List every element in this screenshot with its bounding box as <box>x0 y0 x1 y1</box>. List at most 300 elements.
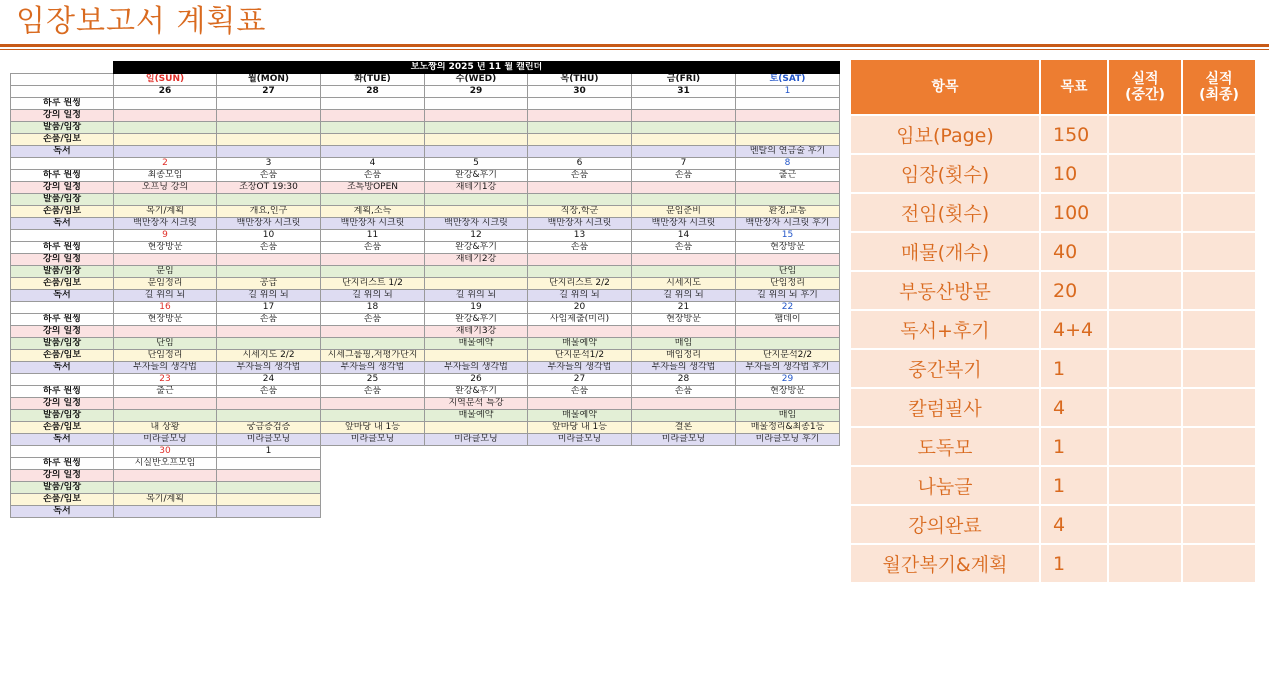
goal-mid-result <box>1108 505 1182 544</box>
empty-slot <box>528 494 632 506</box>
activity-cell <box>528 98 632 110</box>
activity-cell: 매물예약 <box>425 410 528 422</box>
date-cell: 28 <box>321 86 425 98</box>
activity-cell <box>217 410 321 422</box>
activity-cell <box>736 182 840 194</box>
activity-row <box>11 278 840 290</box>
goal-target: 1 <box>1040 349 1108 388</box>
activity-row <box>11 494 840 506</box>
empty-slot <box>632 482 736 494</box>
empty-slot <box>736 482 840 494</box>
activity-cell: 출근 <box>736 170 840 182</box>
activity-cell: 현장방문 <box>736 242 840 254</box>
goal-row <box>850 310 1256 349</box>
goal-final-result <box>1182 193 1256 232</box>
activity-cell <box>217 194 321 206</box>
activity-cell: 부자들의 생각법 <box>321 362 425 374</box>
activity-cell <box>632 98 736 110</box>
activity-row-label: 발품/임장 <box>11 194 114 206</box>
activity-cell: 단지리스트 2/2 <box>528 278 632 290</box>
activity-cell <box>632 182 736 194</box>
activity-cell: 미라클모닝 <box>114 434 217 446</box>
activity-cell <box>736 398 840 410</box>
date-cell: 22 <box>736 302 840 314</box>
goals-header-item: 항목 <box>850 59 1040 115</box>
activity-row-label: 강의 일정 <box>11 254 114 266</box>
date-cell: 3 <box>217 158 321 170</box>
activity-cell: 길 위의 뇌 <box>114 290 217 302</box>
empty-slot <box>632 494 736 506</box>
goal-mid-result <box>1108 232 1182 271</box>
activity-cell <box>321 110 425 122</box>
activity-cell: 단지리스트 1/2 <box>321 278 425 290</box>
empty-slot <box>736 470 840 482</box>
goal-row <box>850 466 1256 505</box>
goal-row <box>850 349 1256 388</box>
goal-row <box>850 271 1256 310</box>
activity-cell: 매물예약 <box>528 338 632 350</box>
activity-cell <box>114 470 217 482</box>
activity-cell <box>321 194 425 206</box>
goal-target: 10 <box>1040 154 1108 193</box>
activity-cell: 재테기1강 <box>425 182 528 194</box>
date-cell: 8 <box>736 158 840 170</box>
goal-item: 매물(개수) <box>850 232 1040 271</box>
activity-row <box>11 410 840 422</box>
goals-table <box>849 58 1257 584</box>
week-date-row <box>11 374 840 386</box>
activity-cell <box>528 194 632 206</box>
activity-cell <box>217 134 321 146</box>
empty-slot <box>321 446 425 458</box>
activity-row <box>11 170 840 182</box>
activity-cell: 완강&후기 <box>425 170 528 182</box>
activity-cell <box>217 326 321 338</box>
page-title: 임장보고서 계획표 <box>16 4 267 39</box>
goal-mid-result <box>1108 388 1182 427</box>
activity-cell: 개요,인구 <box>217 206 321 218</box>
activity-cell <box>114 134 217 146</box>
day-of-week-header: 금(FRI) <box>632 74 736 86</box>
date-cell: 4 <box>321 158 425 170</box>
empty-slot <box>736 506 840 518</box>
goal-target: 1 <box>1040 427 1108 466</box>
activity-cell: 출근 <box>114 386 217 398</box>
activity-cell <box>425 146 528 158</box>
goal-item: 중간복기 <box>850 349 1040 388</box>
activity-cell <box>321 338 425 350</box>
activity-cell <box>114 326 217 338</box>
activity-row-label: 강의 일정 <box>11 326 114 338</box>
activity-cell <box>114 194 217 206</box>
activity-row <box>11 362 840 374</box>
calendar-title-row <box>11 62 840 74</box>
activity-cell: 손품 <box>217 170 321 182</box>
activity-cell: 오프닝 강의 <box>114 182 217 194</box>
activity-cell: 길 위의 뇌 <box>528 290 632 302</box>
date-cell: 28 <box>632 374 736 386</box>
activity-row-label: 강의 일정 <box>11 110 114 122</box>
empty-slot <box>425 494 528 506</box>
goal-mid-result <box>1108 271 1182 310</box>
activity-cell <box>217 110 321 122</box>
activity-cell: 단지분석2/2 <box>736 350 840 362</box>
activity-row <box>11 290 840 302</box>
date-cell: 26 <box>114 86 217 98</box>
activity-row-label: 하루 원씽 <box>11 98 114 110</box>
activity-cell: 부자들의 생각법 <box>217 362 321 374</box>
date-cell: 27 <box>528 374 632 386</box>
activity-cell: 사임제출(미리) <box>528 314 632 326</box>
date-cell: 25 <box>321 374 425 386</box>
activity-cell <box>528 146 632 158</box>
goal-item: 임장(횟수) <box>850 154 1040 193</box>
week-date-row <box>11 230 840 242</box>
activity-cell: 백만장자 시크릿 후기 <box>736 218 840 230</box>
empty-slot <box>736 446 840 458</box>
activity-row <box>11 338 840 350</box>
activity-cell <box>528 266 632 278</box>
calendar-corner <box>11 62 114 74</box>
activity-cell <box>321 398 425 410</box>
activity-row-label: 하루 원씽 <box>11 386 114 398</box>
activity-cell <box>114 398 217 410</box>
activity-cell: 현장방문 <box>632 314 736 326</box>
empty-slot <box>528 506 632 518</box>
goal-row <box>850 544 1256 583</box>
activity-cell <box>632 134 736 146</box>
activity-cell <box>528 110 632 122</box>
date-cell: 10 <box>217 230 321 242</box>
date-cell: 29 <box>736 374 840 386</box>
activity-cell: 손품 <box>528 170 632 182</box>
goal-item: 전임(횟수) <box>850 193 1040 232</box>
activity-cell <box>217 122 321 134</box>
goal-item: 월간복기&계획 <box>850 544 1040 583</box>
empty-slot <box>321 458 425 470</box>
empty-slot <box>321 470 425 482</box>
activity-cell: 시세그룹핑,저평가단지 <box>321 350 425 362</box>
activity-cell: 분임준비 <box>632 206 736 218</box>
activity-cell <box>321 98 425 110</box>
activity-cell: 직장,학군 <box>528 206 632 218</box>
activity-row <box>11 434 840 446</box>
empty-slot <box>528 482 632 494</box>
activity-row <box>11 326 840 338</box>
activity-cell <box>632 122 736 134</box>
goal-mid-result <box>1108 310 1182 349</box>
activity-cell <box>528 326 632 338</box>
goal-target: 4 <box>1040 388 1108 427</box>
activity-cell: 분임정리 <box>114 278 217 290</box>
activity-cell: 조톡방OPEN <box>321 182 425 194</box>
goal-mid-result <box>1108 154 1182 193</box>
goal-item: 강의완료 <box>850 505 1040 544</box>
day-of-week-header: 화(TUE) <box>321 74 425 86</box>
activity-cell: 공급 <box>217 278 321 290</box>
activity-cell <box>114 98 217 110</box>
activity-cell: 앞마당 내 1등 <box>321 422 425 434</box>
activity-cell <box>217 254 321 266</box>
activity-cell <box>217 338 321 350</box>
activity-cell: 단임정리 <box>736 278 840 290</box>
activity-cell <box>425 278 528 290</box>
activity-cell <box>425 98 528 110</box>
goal-row <box>850 427 1256 466</box>
activity-cell: 부자들의 생각법 <box>528 362 632 374</box>
goal-row <box>850 388 1256 427</box>
activity-cell: 시세지도 2/2 <box>217 350 321 362</box>
activity-cell <box>632 254 736 266</box>
activity-cell: 백만장자 시크릿 <box>217 218 321 230</box>
week-date-row <box>11 158 840 170</box>
activity-cell: 환경,교통 <box>736 206 840 218</box>
title-underline-thin <box>0 49 1269 50</box>
day-of-week-header: 수(WED) <box>425 74 528 86</box>
date-cell: 26 <box>425 374 528 386</box>
activity-cell: 백만장자 시크릿 <box>425 218 528 230</box>
day-of-week-header: 월(MON) <box>217 74 321 86</box>
activity-cell <box>217 470 321 482</box>
activity-row-label: 발품/임장 <box>11 266 114 278</box>
goals-header-target: 목표 <box>1040 59 1108 115</box>
activity-cell <box>736 326 840 338</box>
activity-cell: 길 위의 뇌 <box>632 290 736 302</box>
activity-cell: 미라클모닝 <box>321 434 425 446</box>
activity-cell <box>114 506 217 518</box>
activity-cell: 미라클모닝 후기 <box>736 434 840 446</box>
activity-cell <box>528 122 632 134</box>
activity-cell: 손품 <box>321 170 425 182</box>
goal-item: 도독모 <box>850 427 1040 466</box>
activity-row-label: 발품/임장 <box>11 482 114 494</box>
goal-final-result <box>1182 232 1256 271</box>
activity-cell <box>217 494 321 506</box>
activity-cell <box>425 266 528 278</box>
activity-row <box>11 98 840 110</box>
calendar-title: 보노짱의 2025 년 11 월 캘린더 <box>114 62 840 74</box>
goal-mid-result <box>1108 349 1182 388</box>
activity-row <box>11 146 840 158</box>
goal-item: 임보(Page) <box>850 115 1040 154</box>
goal-target: 1 <box>1040 544 1108 583</box>
activity-cell <box>632 110 736 122</box>
activity-cell <box>114 110 217 122</box>
activity-row <box>11 506 840 518</box>
activity-cell: 완강&후기 <box>425 242 528 254</box>
date-cell: 16 <box>114 302 217 314</box>
activity-cell: 분임 <box>114 266 217 278</box>
activity-row-label: 독서 <box>11 290 114 302</box>
date-cell: 12 <box>425 230 528 242</box>
activity-row <box>11 398 840 410</box>
empty-slot <box>736 494 840 506</box>
date-cell: 30 <box>528 86 632 98</box>
activity-cell: 현장방문 <box>736 386 840 398</box>
activity-cell: 손품 <box>217 242 321 254</box>
empty-slot <box>321 482 425 494</box>
activity-row-label: 손품/임보 <box>11 494 114 506</box>
activity-cell <box>321 410 425 422</box>
date-row-label <box>11 158 114 170</box>
activity-cell <box>321 266 425 278</box>
week-date-row <box>11 86 840 98</box>
empty-slot <box>425 470 528 482</box>
activity-cell: 백만장자 시크릿 <box>528 218 632 230</box>
activity-cell: 손품 <box>632 386 736 398</box>
day-of-week-corner <box>11 74 114 86</box>
goal-mid-result <box>1108 544 1182 583</box>
activity-cell: 백만장자 시크릿 <box>321 218 425 230</box>
date-cell: 7 <box>632 158 736 170</box>
activity-cell: 지역분석 특강 <box>425 398 528 410</box>
activity-cell <box>736 254 840 266</box>
activity-cell: 현장방문 <box>114 242 217 254</box>
activity-row <box>11 386 840 398</box>
activity-cell <box>217 266 321 278</box>
activity-row-label: 손품/임보 <box>11 134 114 146</box>
activity-row-label: 독서 <box>11 362 114 374</box>
activity-cell <box>114 122 217 134</box>
activity-cell: 손품 <box>321 242 425 254</box>
activity-cell: 부자들의 생각법 <box>425 362 528 374</box>
activity-cell: 매물예약 <box>528 410 632 422</box>
empty-slot <box>736 458 840 470</box>
goal-item: 나눔글 <box>850 466 1040 505</box>
activity-row-label: 손품/임보 <box>11 278 114 290</box>
empty-slot <box>528 458 632 470</box>
date-cell: 21 <box>632 302 736 314</box>
activity-cell: 손품 <box>528 242 632 254</box>
activity-cell: 손품 <box>528 386 632 398</box>
goal-target: 20 <box>1040 271 1108 310</box>
goal-final-result <box>1182 388 1256 427</box>
goals-header-final: 실적 (최종) <box>1182 59 1256 115</box>
goal-mid-result <box>1108 193 1182 232</box>
activity-cell: 시실반오프모임 <box>114 458 217 470</box>
activity-row <box>11 266 840 278</box>
activity-cell: 손품 <box>321 314 425 326</box>
goal-target: 1 <box>1040 466 1108 505</box>
date-row-label <box>11 374 114 386</box>
activity-cell: 완강&후기 <box>425 314 528 326</box>
activity-cell: 완강&후기 <box>425 386 528 398</box>
activity-row-label: 강의 일정 <box>11 398 114 410</box>
activity-cell: 복기/계획 <box>114 206 217 218</box>
activity-cell: 부자들의 생각법 <box>632 362 736 374</box>
activity-row <box>11 218 840 230</box>
activity-row-label: 발품/임장 <box>11 122 114 134</box>
activity-cell: 팸데이 <box>736 314 840 326</box>
goal-row <box>850 193 1256 232</box>
activity-row-label: 손품/임보 <box>11 206 114 218</box>
date-cell: 31 <box>632 86 736 98</box>
activity-cell <box>425 422 528 434</box>
activity-row <box>11 458 840 470</box>
activity-row-label: 하루 원씽 <box>11 170 114 182</box>
activity-cell: 궁금증검증 <box>217 422 321 434</box>
goal-final-result <box>1182 115 1256 154</box>
date-cell: 13 <box>528 230 632 242</box>
activity-row-label: 하루 원씽 <box>11 458 114 470</box>
empty-slot <box>632 506 736 518</box>
activity-row-label: 손품/임보 <box>11 350 114 362</box>
activity-cell <box>425 122 528 134</box>
date-cell: 11 <box>321 230 425 242</box>
date-cell: 1 <box>736 86 840 98</box>
activity-cell: 매임 <box>736 410 840 422</box>
activity-cell <box>736 122 840 134</box>
goal-row <box>850 154 1256 193</box>
goal-item: 독서+후기 <box>850 310 1040 349</box>
date-cell: 29 <box>425 86 528 98</box>
activity-cell: 미라클모닝 <box>528 434 632 446</box>
activity-row <box>11 314 840 326</box>
date-cell: 27 <box>217 86 321 98</box>
activity-row-label: 강의 일정 <box>11 470 114 482</box>
activity-cell: 단지분석1/2 <box>528 350 632 362</box>
activity-cell <box>217 98 321 110</box>
calendar-table <box>10 61 840 518</box>
date-row-label <box>11 302 114 314</box>
date-cell: 14 <box>632 230 736 242</box>
goals-header-mid: 실적 (중간) <box>1108 59 1182 115</box>
goal-final-result <box>1182 271 1256 310</box>
activity-cell: 길 위의 뇌 <box>425 290 528 302</box>
activity-cell: 복기/계획 <box>114 494 217 506</box>
activity-row <box>11 134 840 146</box>
activity-cell: 매물예약 <box>425 338 528 350</box>
day-of-week-header: 일(SUN) <box>114 74 217 86</box>
activity-cell <box>321 122 425 134</box>
activity-cell: 길 위의 뇌 후기 <box>736 290 840 302</box>
date-cell: 9 <box>114 230 217 242</box>
goal-target: 4+4 <box>1040 310 1108 349</box>
activity-row <box>11 110 840 122</box>
goal-final-result <box>1182 310 1256 349</box>
empty-slot <box>632 446 736 458</box>
activity-cell <box>632 266 736 278</box>
goal-mid-result <box>1108 115 1182 154</box>
activity-cell <box>321 134 425 146</box>
activity-row-label: 하루 원씽 <box>11 314 114 326</box>
activity-cell <box>217 458 321 470</box>
activity-row <box>11 482 840 494</box>
activity-cell <box>632 398 736 410</box>
empty-slot <box>425 506 528 518</box>
activity-cell <box>632 146 736 158</box>
empty-slot <box>632 470 736 482</box>
empty-slot <box>632 458 736 470</box>
activity-cell <box>528 254 632 266</box>
activity-cell: 매임정리 <box>632 350 736 362</box>
activity-cell <box>736 338 840 350</box>
goal-mid-result <box>1108 427 1182 466</box>
activity-row <box>11 122 840 134</box>
activity-row <box>11 422 840 434</box>
activity-cell: 현장방문 <box>114 314 217 326</box>
date-cell: 17 <box>217 302 321 314</box>
activity-cell: 매물정리&최종1등 <box>736 422 840 434</box>
goal-item: 부동산방문 <box>850 271 1040 310</box>
activity-cell <box>425 110 528 122</box>
activity-cell <box>632 410 736 422</box>
empty-slot <box>425 458 528 470</box>
goal-target: 40 <box>1040 232 1108 271</box>
activity-cell <box>217 482 321 494</box>
empty-slot <box>321 506 425 518</box>
activity-cell: 단임 <box>114 338 217 350</box>
